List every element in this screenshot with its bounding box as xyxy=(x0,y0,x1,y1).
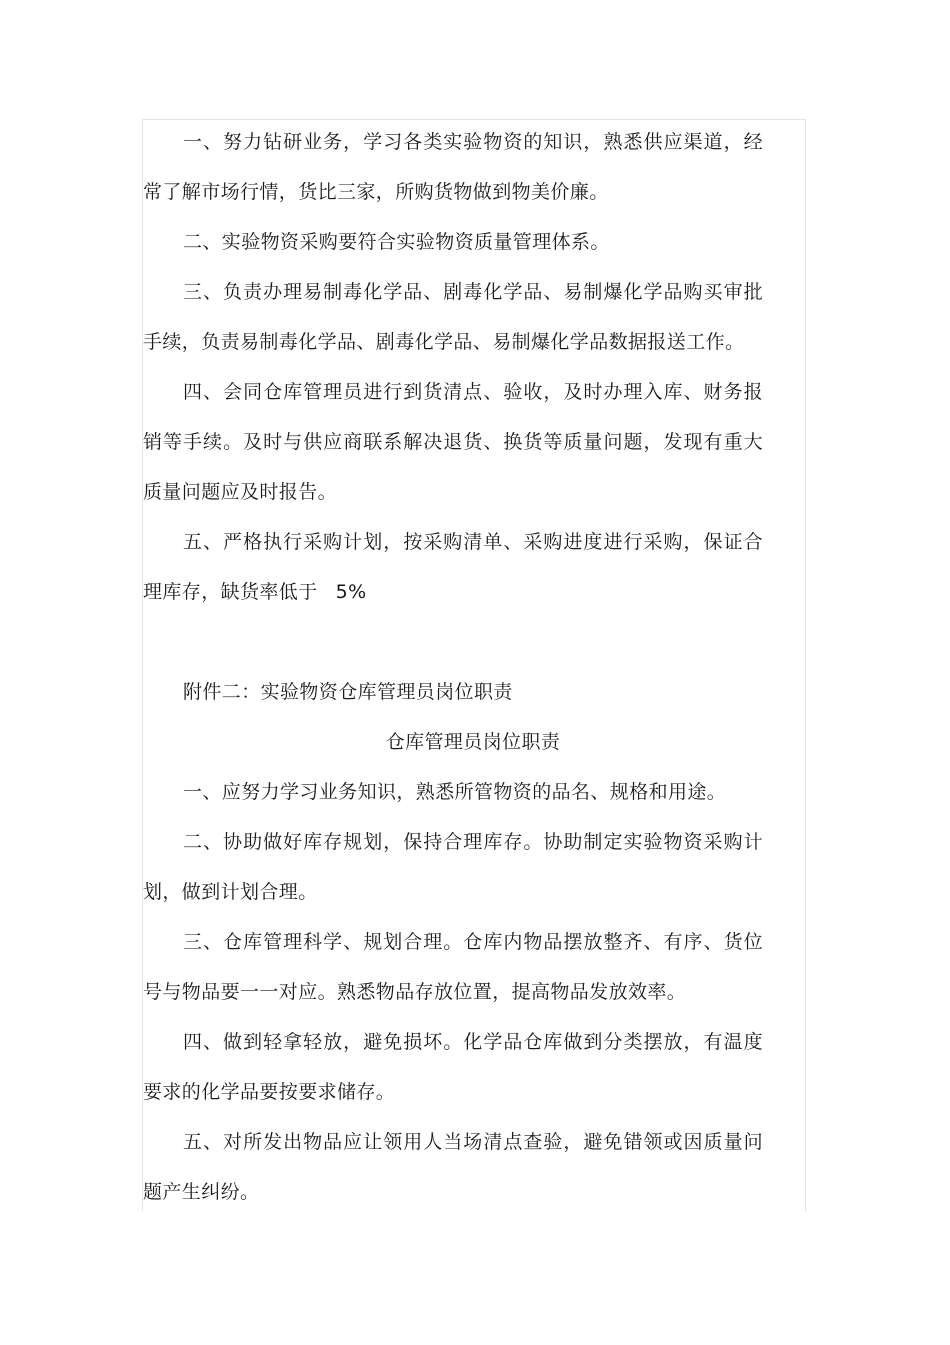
purchaser-duty-5-text: 五、严格执行采购计划，按采购清单、采购进度进行采购，保证合理库存，缺货率低于 xyxy=(143,531,763,603)
attachment-title: 仓库管理员岗位职责 xyxy=(385,731,561,753)
purchaser-duty-2: 二、实验物资采购要符合实验物资质量管理体系。 xyxy=(183,231,610,253)
shortage-rate-value: 5% xyxy=(335,581,367,603)
keeper-duty-1: 一、应努力学习业务知识，熟悉所管物资的品名、规格和用途。 xyxy=(183,781,727,803)
section-gap xyxy=(143,617,763,667)
keeper-duty-2: 二、协助做好库存规划，保持合理库存。协助制定实验物资采购计划，做到计划合理。 xyxy=(143,831,763,903)
purchaser-duty-1: 一、努力钻研业务，学习各类实验物资的知识，熟悉供应渠道，经常了解市场行情，货比三家，所购货物做到物美价廉。 xyxy=(143,131,763,203)
keeper-duty-5: 五、对所发出物品应让领用人当场清点查验，避免错领或因质量问题产生纠纷。 xyxy=(143,1131,763,1203)
purchaser-duty-4: 四、会同仓库管理员进行到货清点、验收，及时办理入库、财务报销等手续。及时与供应商联系解决退货、换货等质量问题，发现有重大质量问题应及时报告。 xyxy=(143,381,763,503)
keeper-duty-4: 四、做到轻拿轻放，避免损坏。化学品仓库做到分类摆放，有温度要求的化学品要按要求储存。 xyxy=(143,1031,763,1103)
purchaser-duty-3: 三、负责办理易制毒化学品、剧毒化学品、易制爆化学品购买审批手续，负责易制毒化学品、剧毒化学品、易制爆化学品数据报送工作。 xyxy=(143,281,763,353)
purchaser-duty-5 xyxy=(143,517,763,617)
attachment-label: 附件二：实验物资仓库管理员岗位职责 xyxy=(183,681,513,703)
keeper-duty-3: 三、仓库管理科学、规划合理。仓库内物品摆放整齐、有序、货位号与物品要一一对应。熟悉物品存放位置，提高物品发放效率。 xyxy=(143,931,763,1003)
document-body xyxy=(143,117,763,1217)
